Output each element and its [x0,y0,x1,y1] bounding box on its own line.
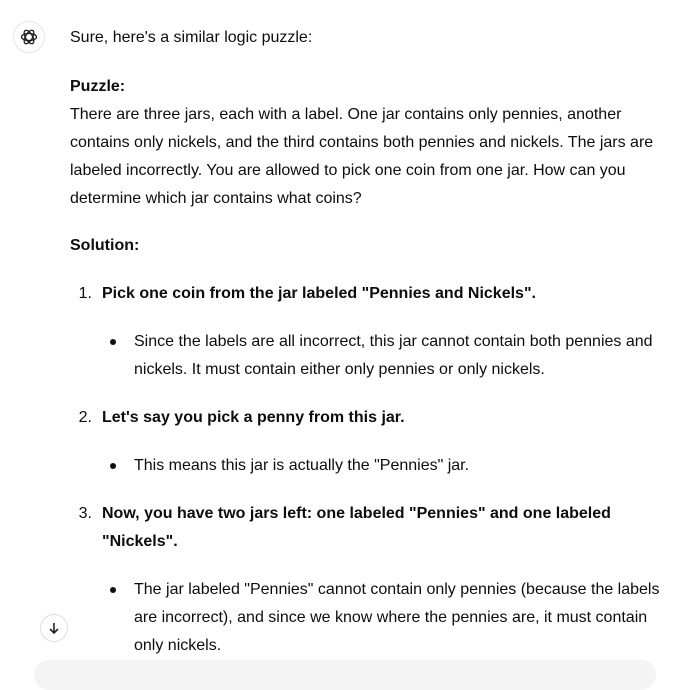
puzzle-line: labeled incorrectly. You are allowed to pick one coin from one jar. How can you [70,162,626,179]
scroll-to-bottom-button[interactable] [40,614,68,642]
puzzle-line: determine which jar contains what coins? [70,190,362,207]
bullet-text: Since the labels are all incorrect, this jar cannot contain both pennies and [134,333,653,350]
bullet-text: only nickels. [134,637,222,654]
arrow-down-icon [47,621,61,635]
step-number: 2. [78,409,92,426]
step-text: Pick one coin from the jar labeled "Pennies and Nickels". [102,285,536,302]
bullet-text: nickels. It must contain either only pennies or only nickels. [134,361,545,378]
bullet-text: The jar labeled "Pennies" cannot contain only pennies (because the labels [134,581,660,598]
bullet-icon [110,463,116,469]
chatgpt-avatar-icon [13,21,45,53]
step-text: "Nickels". [102,533,178,550]
bullet-text: This means this jar is actually the "Pennies" jar. [134,457,470,474]
step-number: 1. [78,285,92,302]
puzzle-line: There are three jars, each with a label. One jar contains only pennies, another [70,106,622,123]
puzzle-heading: Puzzle: [70,78,126,95]
puzzle-line: contains only nickels, and the third contains both pennies and nickels. The jars are [70,134,654,151]
message-input[interactable] [34,660,656,690]
intro-text: Sure, here's a similar logic puzzle: [70,29,313,46]
bullet-icon [110,339,116,345]
step-text: Let's say you pick a penny from this jar. [102,409,405,426]
bullet-text: are incorrect), and since we know where the pennies are, it must contain [134,609,648,626]
step-text: Now, you have two jars left: one labeled "Pennies" and one labeled [102,505,611,522]
bullet-icon [110,587,116,593]
solution-heading: Solution: [70,237,140,254]
step-number: 3. [78,505,92,522]
